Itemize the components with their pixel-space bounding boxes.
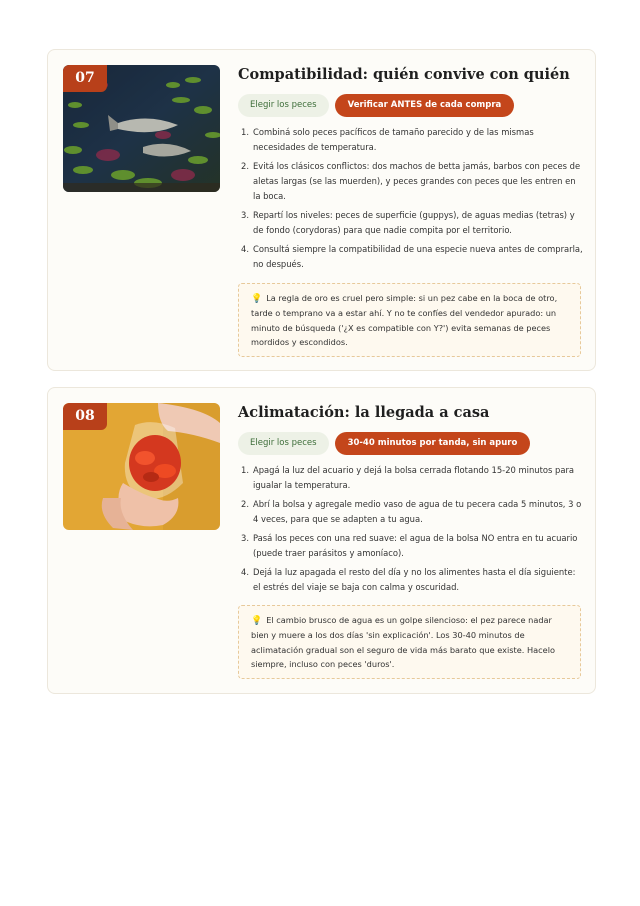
timing-tag: 30-40 minutos por tanda, sin apuro bbox=[335, 432, 531, 455]
list-item: 2. Evitá los clásicos conflictos: dos machos de betta jamás, barbos con peces de aletas largas (se las muerden), y peces grandes con peces que les entren en la boca. bbox=[241, 161, 581, 201]
list-item: 3. Pasá los peces con una red suave: el agua de la bolsa NO entra en tu acuario (puede traer parásitos y amoníaco). bbox=[241, 533, 578, 558]
category-tag: Elegir los peces bbox=[238, 432, 329, 455]
fish-in-bag-photo bbox=[63, 403, 220, 530]
aquarium-fish-photo bbox=[63, 65, 220, 192]
category-tag: Elegir los peces bbox=[238, 94, 329, 117]
card-title: Aclimatación: la llegada a casa bbox=[238, 404, 490, 421]
step-number-badge: 07 bbox=[63, 65, 107, 92]
tip-box: 💡 El cambio brusco de agua es un golpe silencioso: el pez parece nadar bien y muere a los dos días 'sin explicación'. Los 30-40 minutos de aclimatación gradual son el seguro de vida más barato que existe. Hacelo siempre, incluso con peces 'duros'. bbox=[238, 605, 581, 679]
tip-box: 💡 La regla de oro es cruel pero simple: si un pez cabe en la boca de otro, tarde o temprano va a estar ahí. Y no te confíes del vendedor apurado: un minuto de búsqueda ('¿X es compatible con Y?') evita semanas de peces mordidos y escondidos. bbox=[238, 283, 581, 357]
list-item: 1. Apagá la luz del acuario y dejá la bolsa cerrada flotando 15-20 minutos para igualar la temperatura. bbox=[241, 465, 575, 490]
tag-row bbox=[238, 432, 530, 455]
list-item: 3. Repartí los niveles: peces de superficie (guppys), de aguas medias (tetras) y de fondo (corydoras) para que nadie compita por el territorio. bbox=[241, 210, 575, 235]
lightbulb-icon: 💡 bbox=[251, 616, 263, 626]
steps-list bbox=[238, 125, 583, 276]
list-item: 4. Consultá siempre la compatibilidad de una especie nueva antes de comprarla, no después. bbox=[241, 244, 583, 269]
step-card-07 bbox=[47, 49, 596, 371]
list-item: 4. Dejá la luz apagada el resto del día y no los alimentes hasta el día siguiente: el estrés del viaje se baja con calma y oscuridad. bbox=[241, 567, 576, 592]
step-card-08 bbox=[47, 387, 596, 694]
step-number-badge: 08 bbox=[63, 403, 107, 430]
card-title: Compatibilidad: quién convive con quién bbox=[238, 66, 570, 83]
list-item: 1. Combiná solo peces pacíficos de tamaño parecido y de las mismas necesidades de temperatura. bbox=[241, 127, 534, 152]
list-item: 2. Abrí la bolsa y agregale medio vaso de agua de tu pecera cada 5 minutos, 3 o 4 veces, para que se adapten a tu agua. bbox=[241, 499, 582, 524]
timing-tag: Verificar ANTES de cada compra bbox=[335, 94, 515, 117]
lightbulb-icon: 💡 bbox=[251, 294, 263, 304]
tag-row bbox=[238, 94, 514, 117]
steps-list bbox=[238, 463, 583, 599]
